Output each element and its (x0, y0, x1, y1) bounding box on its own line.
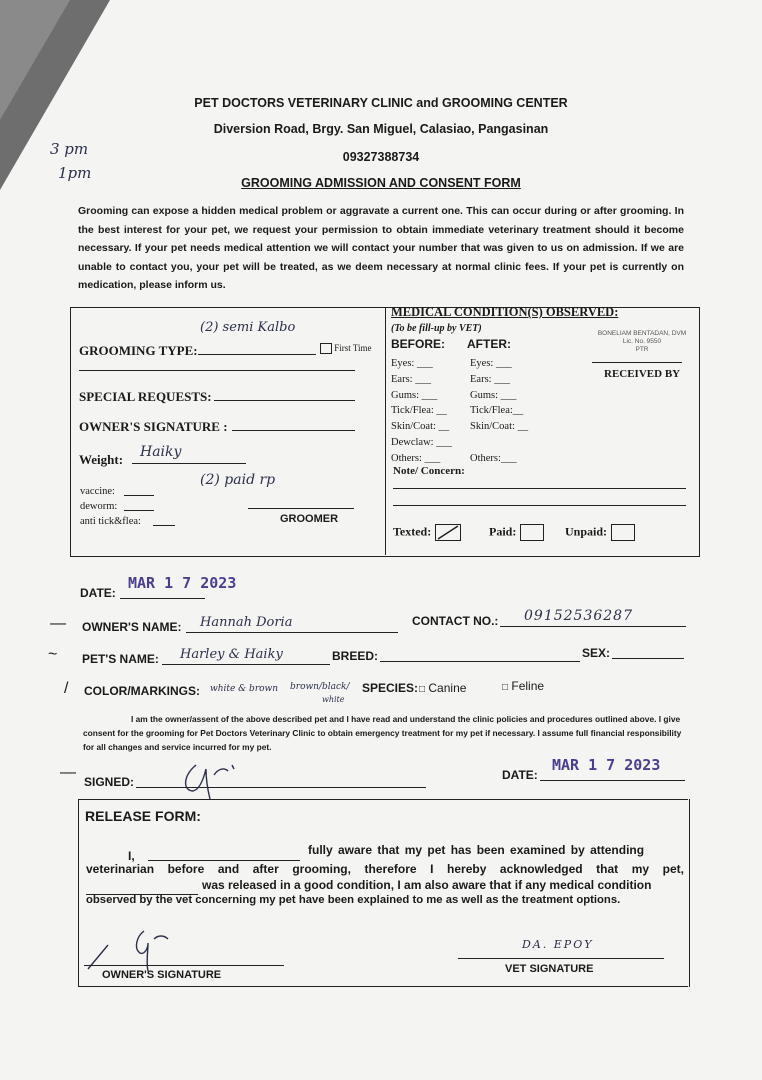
deworm-line[interactable] (124, 510, 154, 511)
special-requests-label: SPECIAL REQUESTS: (79, 389, 212, 404)
special-requests-line[interactable] (214, 400, 355, 401)
date-line[interactable] (120, 598, 205, 599)
release-owner-sig-label: OWNER'S SIGNATURE (102, 969, 222, 981)
pets-name-line[interactable] (162, 664, 330, 665)
grooming-type-line[interactable] (198, 354, 316, 355)
signed-date-line[interactable] (540, 780, 685, 781)
unpaid-checkbox[interactable] (611, 524, 635, 541)
after-list (470, 356, 550, 467)
weight-label: Weight: (79, 452, 124, 467)
after-item[interactable]: Tick/Flea:__ (470, 405, 524, 417)
color-value-3: white (322, 695, 345, 704)
sex-label: SEX: (582, 646, 611, 660)
grooming-type-value: (2) semi Kalbo (200, 320, 296, 335)
sex-line[interactable] (612, 658, 684, 659)
owner-name-value: Hannah Doria (200, 615, 293, 630)
vet-signature-handwritten: DA. EPOY (522, 938, 594, 951)
tick-mark-2: ~ (48, 646, 58, 663)
clinic-phone: 09327388734 (342, 150, 420, 164)
before-item[interactable]: Ears: ___ (391, 373, 431, 385)
after-item[interactable]: Skin/Coat: __ (470, 421, 529, 433)
release-vet-sig-line[interactable] (458, 958, 664, 959)
feline-checkbox-icon: □ (502, 682, 509, 693)
after-item[interactable]: Gums: ___ (470, 389, 517, 401)
date-stamp: MAR 1 7 2023 (128, 574, 237, 592)
release-line-3: was released in a good condition, I am also aware that if any medical condition (202, 878, 652, 892)
received-by-line[interactable] (592, 362, 682, 363)
margin-note-3pm: 3 pm (50, 140, 89, 158)
release-i: I, (128, 849, 135, 863)
before-item[interactable]: Gums: ___ (391, 389, 438, 401)
after-item[interactable]: Eyes: ___ (470, 358, 512, 369)
contact-value: 09152536287 (524, 608, 633, 624)
release-line-2: veterinarian before and after grooming, therefore I hereby acknowledged that my pet, (86, 862, 684, 876)
before-list (391, 356, 471, 467)
form-title: GROOMING ADMISSION AND CONSENT FORM (241, 176, 521, 190)
paid-note: (2) paid rp (200, 472, 276, 488)
medical-title: MEDICAL CONDITION(S) OBSERVED: (391, 305, 619, 319)
before-label: BEFORE: (391, 337, 445, 351)
feline-option[interactable]: □ Feline (502, 679, 545, 693)
first-time-checkbox[interactable] (320, 343, 332, 354)
texted-checkbox[interactable] (435, 524, 461, 541)
note-line-1[interactable] (393, 488, 686, 489)
first-time-checkbox-wrap (320, 343, 372, 354)
before-item[interactable]: Tick/Flea: __ (391, 405, 447, 417)
note-label: Note/ Concern: (393, 465, 465, 477)
breed-label: BREED: (332, 649, 379, 663)
release-owner-sig-line[interactable] (84, 965, 284, 966)
tick-mark-4: — (60, 764, 76, 781)
breed-line[interactable] (380, 661, 580, 662)
first-time-label: First Time (334, 343, 372, 353)
intro-paragraph: Grooming can expose a hidden medical problem or aggravate a current one. This can occur during or after grooming. In the best interest for your pet, we request your permission to obtain immediate veterinary treatment should it become necessary. If your pet needs medical attention we will contact your number that was given to us on admission. If we are unable to contact you, your pet will be treated, as we deem necessary at normal clinic fees. If your pet is currently on medication, please inform us. (78, 205, 684, 291)
before-item[interactable]: Others: ___ (391, 452, 441, 464)
pets-name-value: Harley & Haiky (180, 647, 283, 662)
color-value-1: white & brown (210, 684, 279, 694)
release-title: RELEASE FORM: (85, 808, 201, 824)
box-divider (385, 307, 386, 555)
release-line-1: fully aware that my pet has been examined by attending (308, 843, 645, 857)
vaccine-line[interactable] (124, 495, 154, 496)
owner-signature-drawing (178, 755, 248, 803)
pets-name-label: PET'S NAME: (82, 652, 159, 666)
release-top-line (78, 799, 688, 800)
grooming-type-label: GROOMING TYPE: (79, 343, 198, 358)
antitick-line[interactable] (153, 525, 175, 526)
medical-subtitle: (To be fill-up by VET) (391, 323, 482, 334)
canine-checkbox-icon: □ (419, 684, 426, 695)
clinic-name: PET DOCTORS VETERINARY CLINIC and GROOMING CENTER (194, 96, 568, 110)
before-item[interactable]: Skin/Coat: __ (391, 421, 450, 433)
signed-date-label: DATE: (502, 768, 538, 782)
color-markings-label: COLOR/MARKINGS: (84, 684, 200, 698)
signed-date-stamp: MAR 1 7 2023 (552, 756, 661, 774)
groomer-line[interactable] (248, 508, 354, 509)
consent-paragraph: I am the owner/assent of the above described pet and I have read and understand the clinic policies and procedures outlined above. I give consent for the grooming for Pet Doctors Veterinary Clinic to obtain emergency treatment for my pet if necessary. I assume full financial responsibility for all changes and service incurred for my pet. (83, 714, 682, 752)
weight-value: Haiky (140, 444, 182, 460)
vaccine-label: vaccine: (80, 486, 115, 497)
before-item[interactable]: Dewclaw: ___ (391, 436, 452, 448)
groomer-label: GROOMER (280, 513, 339, 525)
contact-label: CONTACT NO.: (412, 614, 499, 628)
vet-stamp: BONELIAM BENTADAN, DVM Lic. No. 9550 PTR (597, 330, 687, 353)
after-label: AFTER: (467, 337, 511, 351)
release-bottom-line (78, 986, 688, 987)
paid-field: Paid: (489, 524, 544, 541)
clinic-address: Diversion Road, Brgy. San Miguel, Calasiao, Pangasinan (213, 122, 549, 136)
grooming-type-line-2[interactable] (79, 370, 355, 371)
contact-line[interactable] (500, 626, 686, 627)
antitick-label: anti tick&flea: (80, 516, 141, 527)
release-vet-sig-label: VET SIGNATURE (505, 963, 594, 975)
owner-name-line[interactable] (186, 632, 398, 633)
color-value-2: brown/black/ (290, 682, 350, 692)
signed-label: SIGNED: (84, 775, 135, 789)
species-label: SPECIES: (362, 681, 419, 695)
note-line-2[interactable] (393, 505, 686, 506)
tick-mark-3: / (64, 680, 69, 697)
paid-checkbox[interactable] (520, 524, 544, 541)
weight-line[interactable] (132, 463, 246, 464)
date-label: DATE: (80, 586, 116, 600)
tick-mark-1: — (50, 615, 66, 632)
before-item[interactable]: Eyes: ___ (391, 358, 433, 369)
received-by-label: RECEIVED BY (604, 368, 681, 380)
owner-name-label: OWNER'S NAME: (82, 620, 182, 634)
canine-option[interactable]: □ Canine (419, 681, 467, 695)
after-item[interactable]: Others:___ (470, 452, 517, 464)
release-name-line[interactable] (148, 860, 300, 861)
unpaid-field: Unpaid: (565, 524, 635, 541)
deworm-label: deworm: (80, 501, 118, 512)
texted-field: Texted: (393, 524, 461, 541)
after-item[interactable]: Ears: ___ (470, 373, 510, 385)
release-line-4: observed by the vet concerning my pet have been explained to me as well as the treatment options. (86, 894, 621, 906)
margin-note-1pm: 1pm (58, 164, 92, 182)
owner-signature-line[interactable] (232, 430, 355, 431)
owner-signature-label: OWNER'S SIGNATURE : (79, 419, 228, 434)
